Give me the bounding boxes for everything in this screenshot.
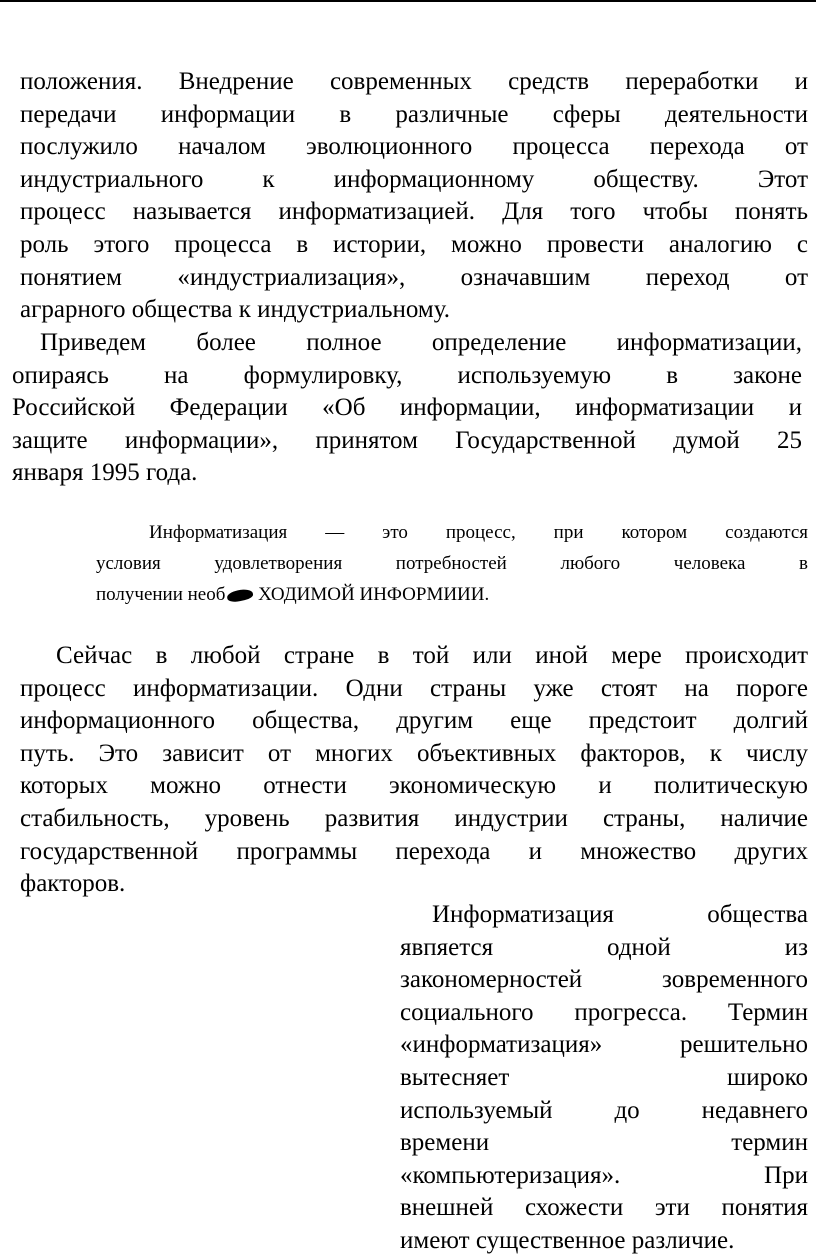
text-line: Российской Федерации «Об информации, информатизации и xyxy=(12,394,802,422)
paragraph-informatization-status xyxy=(20,640,808,901)
ink-blot-icon xyxy=(227,588,255,604)
paragraph-intro xyxy=(20,66,808,327)
text-line: положения. Внедрение современных средств переработки и xyxy=(20,68,808,95)
text-line: аграрного общества к индустриальному. xyxy=(20,296,450,324)
text-line: «информатизация» решительно xyxy=(400,1031,808,1059)
text-line: января 1995 года. xyxy=(12,459,198,487)
top-border xyxy=(0,0,816,2)
paragraph-society-informatization xyxy=(400,899,808,1258)
text-line: информационного общества, другим еще предстоит долгий xyxy=(20,707,808,735)
text-line: процесс информатизации. Одни страны уже стоят на пороге xyxy=(20,674,808,702)
text-line: используемый до недавнего xyxy=(400,1096,808,1124)
text-line: факторов. xyxy=(20,870,126,898)
text-line: имеют существенное различие. xyxy=(400,1226,735,1254)
text-line: стабильность, уровень развития индустрии страны, наличие xyxy=(20,804,808,832)
quote-text: получении необ xyxy=(96,584,226,605)
text-line: времени термин xyxy=(400,1129,808,1157)
definition-quote xyxy=(96,517,808,610)
quote-line: условия удовлетворения потребностей любого человека в xyxy=(96,553,808,574)
text-line: которых можно отнести экономическую и политическую xyxy=(20,772,808,800)
text-line: Информатизация общества xyxy=(432,901,808,928)
text-line: роль этого процесса в истории, можно провести аналогию с xyxy=(20,230,808,258)
text-line: социального прогресса. Термин xyxy=(400,998,808,1026)
text-line: вытесняет широко xyxy=(400,1063,808,1091)
text-line: понятием «индустриализация», означавшим переход от xyxy=(20,263,808,291)
text-line: путь. Это зависит от многих объективных факторов, к числу xyxy=(20,739,808,767)
text-line: закономерностей зовременного xyxy=(400,966,808,994)
text-line: процесс называется информатизацией. Для того чтобы понять xyxy=(20,198,808,226)
text-line: государственной программы перехода и множество других xyxy=(20,837,808,865)
text-line: передачи информации в различные сферы деятельности xyxy=(20,100,808,128)
text-line: защите информации», принятом Государственной думой 25 xyxy=(12,426,802,454)
text-line: «компьютеризация». При xyxy=(400,1161,808,1189)
text-line: явпяется одной из xyxy=(400,933,808,961)
text-line: опираясь на формулировку, используемую в законе xyxy=(12,361,802,389)
paragraph-definition-intro xyxy=(12,327,802,490)
text-line: послужило началом эволюционного процесса перехода от xyxy=(20,133,808,161)
text-line: Сейчас в любой стране в той или иной мере происходит xyxy=(56,642,808,669)
quote-text: ХОДИМОЙ ИНФОРМИИИ. xyxy=(253,584,490,605)
text-line: внешней схожести эти понятия xyxy=(400,1194,808,1222)
quote-line: Информатизация — это процесс, при котором создаются xyxy=(149,522,808,543)
text-line: индустриального к информационному обществу. Этот xyxy=(20,165,808,193)
quote-line xyxy=(96,579,808,610)
text-line: Приведем более полное определение информатизации, xyxy=(40,329,802,356)
